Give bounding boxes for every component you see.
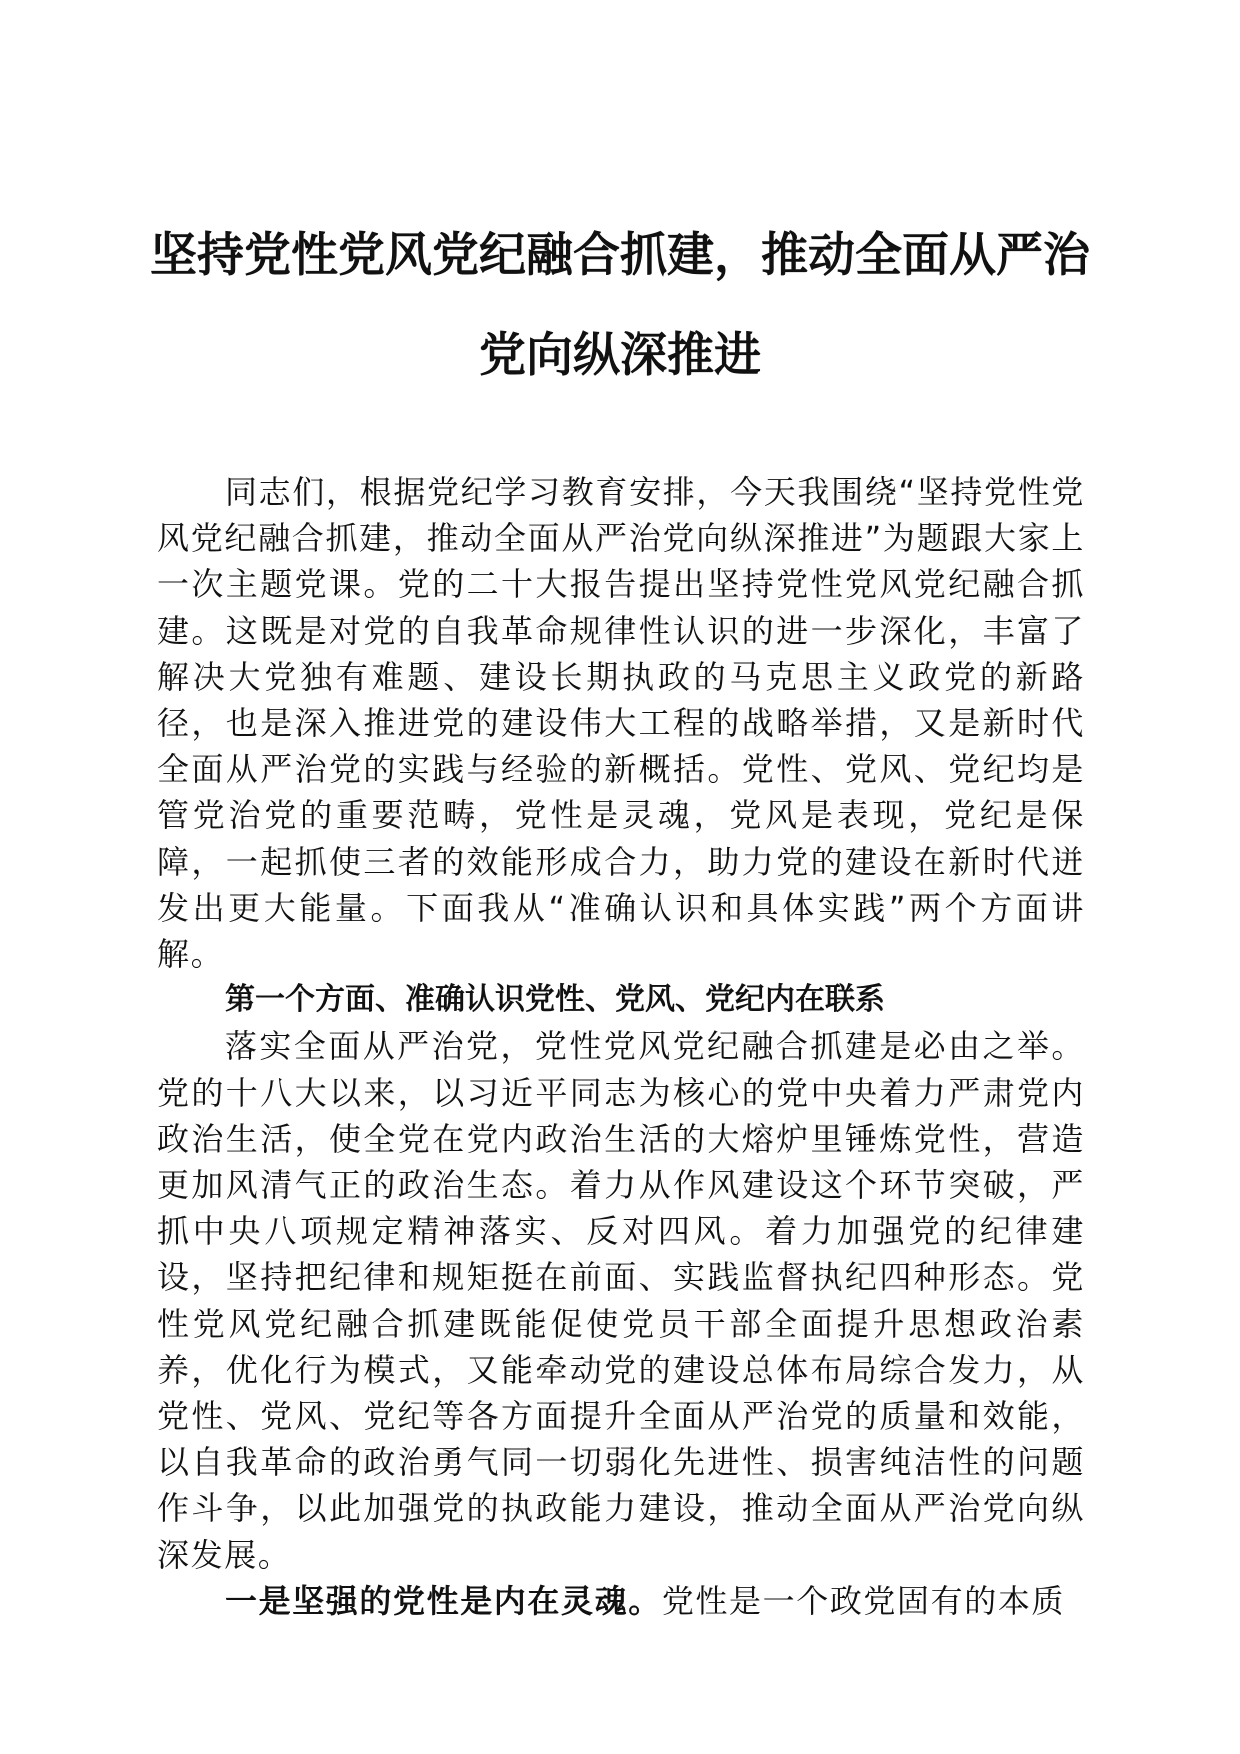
document-title — [150, 228, 1090, 384]
document-body — [157, 469, 1085, 1624]
point-text: 党性是一个政党固有的本质 — [661, 1581, 1066, 1620]
section-heading: 第一个方面、准确认识党性、党风、党纪内在联系 — [225, 982, 885, 1018]
intro-paragraph: 同志们，根据党纪学习教育安排，今天我围绕“坚持党性党风党纪融合抓建，推动全面从严治党向纵深推进”为题跟大家上一次主题党课。党的二十大报告提出坚持党性党风党纪融合抓建。这既是对党的自我革命规律性认识的进一步深化，丰富了解决大党独有难题、建设长期执政的马克思主义政党的新路径，也是深入推进党的建设伟大工程的战略举措，又是新时代全面从严治党的实践与经验的新概括。党性、党风、党纪均是管党治党的重要范畴，党性是灵魂，党风是表现，党纪是保障，一起抓使三者的效能形成合力，助力党的建设在新时代迸发出更大能量。下面我从“准确认识和具体实践”两个方面讲解。 — [157, 473, 1085, 974]
title-line-1: 坚持党性党风党纪融合抓建，推动全面从严治 — [150, 228, 1090, 283]
title-line-2: 党向纵深推进 — [479, 328, 761, 383]
point-paragraph — [157, 1578, 1085, 1624]
section-paragraph: 落实全面从严治党，党性党风党纪融合抓建是必由之举。党的十八大以来，以习近平同志为核心的党中央着力严肃党内政治生活，使全党在党内政治生活的大熔炉里锤炼党性，营造更加风清气正的政治生态。着力从作风建设这个环节突破，严抓中央八项规定精神落实、反对四风。着力加强党的纪律建设，坚持把纪律和规矩挺在前面、实践监督执纪四种形态。党性党风党纪融合抓建既能促使党员干部全面提升思想政治素养，优化行为模式，又能牵动党的建设总体布局综合发力，从党性、党风、党纪等各方面提升全面从严治党的质量和效能，以自我革命的政治勇气同一切弱化先进性、损害纯洁性的问题作斗争，以此加强党的执政能力建设，推动全面从严治党向纵深发展。 — [157, 1027, 1085, 1574]
point-lead: 一是坚强的党性是内在灵魂。 — [225, 1581, 662, 1620]
